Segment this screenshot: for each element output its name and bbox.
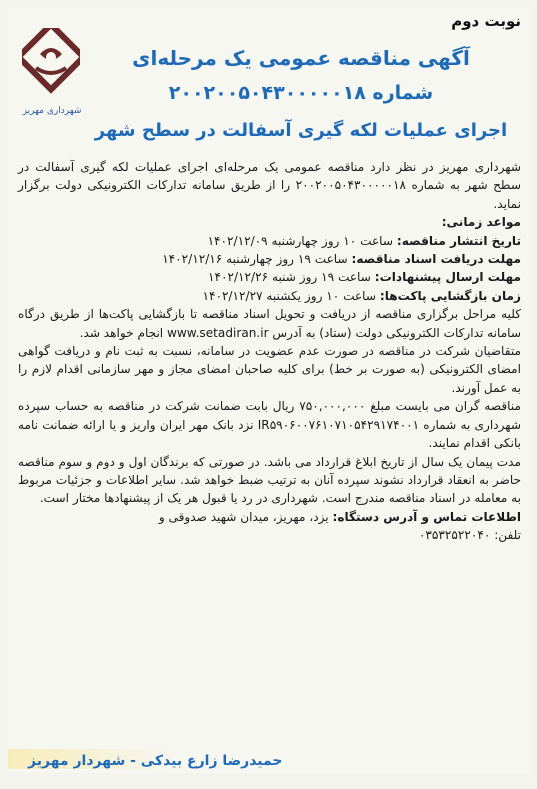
schedule-label: مهلت ارسال پیشنهادات: xyxy=(374,270,521,285)
schedule-row xyxy=(18,287,521,305)
schedule-title: مواعد زمانی: xyxy=(441,215,521,230)
schedule-value: ساعت ۱۹ روز چهارشنبه ۱۴۰۲/۱۲/۱۶ xyxy=(162,252,348,267)
schedule-row xyxy=(18,268,521,286)
schedule-row xyxy=(18,250,521,268)
schedule-label: مهلت دریافت اسناد مناقصه: xyxy=(351,252,521,267)
logo-caption: شهرداری مهریز xyxy=(22,106,82,116)
contact-label: اطلاعات تماس و آدرس دستگاه: xyxy=(332,509,521,524)
intro-paragraph: شهرداری مهریز در نظر دارد مناقصه عمومی یک مرحله‌ای اجرای عملیات لکه گیری آسفالت در سطح شهر به شماره ۲۰۰۲۰۰۵۰۴۳۰۰۰۰۰۱۸ را از طریق سامانه تدارکات الکترونیکی دولت برگزار نماید. xyxy=(18,160,521,211)
ad-body xyxy=(18,158,521,545)
schedule-value: ساعت ۱۰ روز یکشنبه ۱۴۰۲/۱۲/۲۷ xyxy=(202,288,377,303)
phone-line: تلفن: ۰۳۵۳۲۵۲۲۰۴۰ xyxy=(418,528,521,543)
registration-paragraph: متقاضیان شرکت در مناقصه در صورت عدم عضویت در سامانه، نسبت به ثبت نام و دریافت گواهی امضای الکترونیکی (به صورت بر خط) برای کلیه صاحبان امضای مجاز و مهر سازمانی اقدام لازم را به عمل آورند. xyxy=(18,344,521,395)
signature: حمیدرضا زارع بیدکی - شهردار مهریز xyxy=(28,753,283,769)
contact-address: یزد، مهریز، میدان شهید صدوقی و xyxy=(158,509,329,524)
process-paragraph: کلیه مراحل برگزاری مناقصه از دریافت و تحویل اسناد مناقصه تا بازگشایی پاکت‌ها از طریق درگاه سامانه تدارکات الکترونیکی دولت (ستاد) به آدرس www.setadiran.ir انجام خواهد شد. xyxy=(18,307,521,340)
ad-title: آگهی مناقصه عمومی یک مرحله‌ای xyxy=(132,46,470,70)
guarantee-paragraph: مناقصه گران می بایست مبلغ ۷۵۰,۰۰۰,۰۰۰ ریال بابت ضمانت شرکت در مناقصه به حساب سپرده شهرداری به شماره IR۵۹۰۶۰۰۷۶۱۰۷۱۰۵۴۲۹۱۷۴۰۰۱ نزد بانک مهر ایران واریز و یا ارائه ضمانت نامه بانکی اقدام نمایند. xyxy=(18,399,521,451)
schedule-value: ساعت ۱۰ روز چهارشنبه ۱۴۰۲/۱۲/۰۹ xyxy=(207,233,393,248)
contract-paragraph: مدت پیمان یک سال از تاریخ ابلاغ قرارداد می باشد. در صورتی که برندگان اول و دوم و سوم مناقصه حاضر به انعقاد قرارداد نشوند سپرده آنان به ترتیب ضبط خواهد شد. سایر اطلاعات و جزئیات مربوط به معامله در اسناد مناقصه مندرج است. شهرداری در رد یا قبول هر یک از پیشنهادها مختار است. xyxy=(18,454,521,506)
ad-subject: اجرای عملیات لکه گیری آسفالت در سطح شهر xyxy=(94,120,508,141)
mehriz-municipality-logo-icon xyxy=(22,28,80,118)
schedule-row xyxy=(18,232,521,250)
schedule-label: زمان بازگشایی پاکت‌ها: xyxy=(379,288,521,303)
schedule-label: تاریخ انتشار مناقصه: xyxy=(396,233,521,248)
schedule-value: ساعت ۱۹ روز شنبه ۱۴۰۲/۱۲/۲۶ xyxy=(208,270,371,285)
contact-row xyxy=(18,508,521,526)
newspaper-ad xyxy=(8,8,529,773)
tender-number: شماره ۲۰۰۲۰۰۵۰۴۳۰۰۰۰۰۱۸ xyxy=(168,82,434,104)
publication-round: نوبت دوم xyxy=(451,12,521,30)
